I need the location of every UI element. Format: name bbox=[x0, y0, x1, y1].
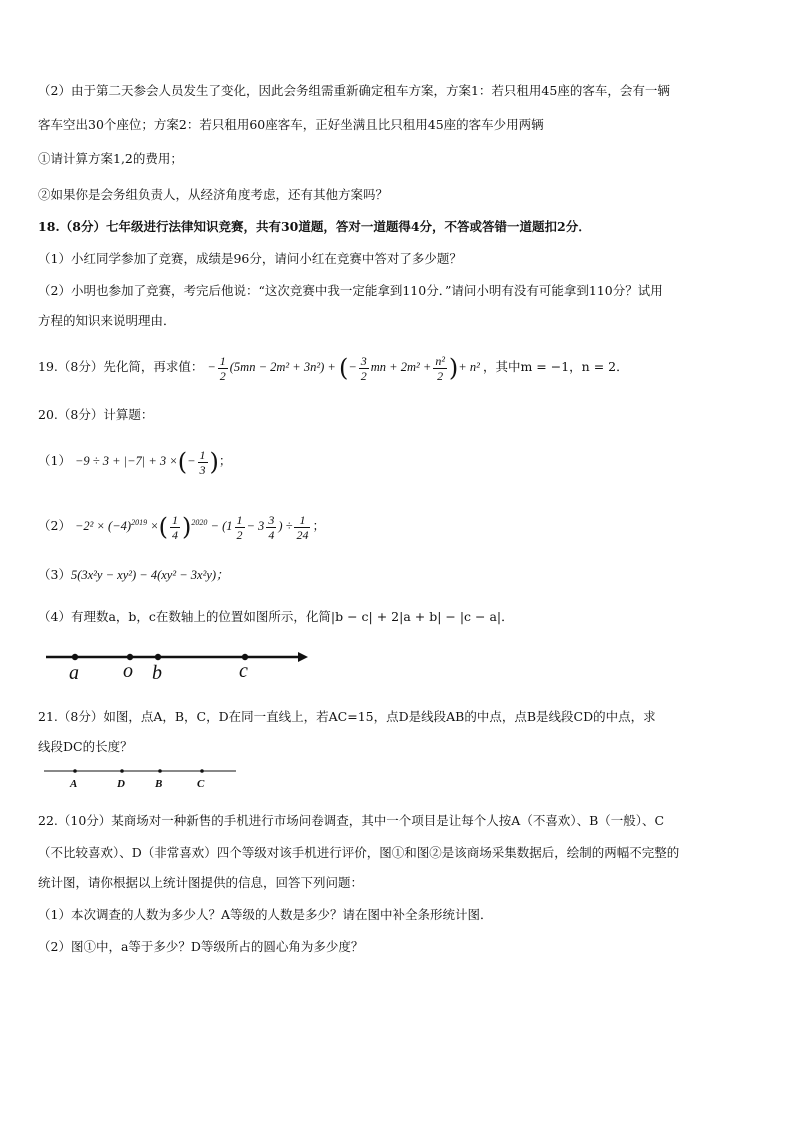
point-B bbox=[158, 769, 162, 773]
label-a: a bbox=[69, 662, 79, 684]
q19-expr: − $\frac{1}{2}$ (5mn − 2m² + 3n²) + (− $\frac{3}{2}$ mn + 2m² + $\frac{\text{n²}}{2}$ )+ n² bbox=[207, 353, 480, 383]
q21-stem-line2: 线段DC的长度？ bbox=[38, 739, 133, 754]
q17-sub2: ②如果你是会务组负责人，从经济角度考虑，还有其他方案吗？ bbox=[38, 187, 389, 202]
q22-stem-line3: 统计图，请你根据以上统计图提供的信息，回答下列问题： bbox=[38, 875, 364, 890]
q20-part3: （3）5(3x²y − xy²) − 4(xy² − 3x²y)； bbox=[38, 567, 229, 582]
seg-label-D: D bbox=[117, 778, 125, 790]
number-line-figure bbox=[40, 645, 330, 690]
q22-stem-line2: （不比较喜欢）、D（非常喜欢）四个等级对该手机进行评价，图①和图②是该商场采集数据后，绘制的两幅不完整的 bbox=[38, 845, 680, 860]
q21-stem-line1: 21.（8分）如图，点A，B，C，D在同一直线上，若AC=15，点D是线段AB的中点，点B是线段CD的中点，求 bbox=[38, 709, 656, 724]
label-c: c bbox=[239, 660, 248, 682]
q19-prefix: 19.（8分）先化简，再求值： bbox=[38, 359, 204, 374]
q20-stem: 20.（8分）计算题： bbox=[38, 407, 154, 422]
number-line-arrow-icon bbox=[298, 652, 308, 662]
q20-part4: （4）有理数a，b，c在数轴上的位置如图所示，化简|b − c| + 2|a + b| − |c − a|． bbox=[38, 609, 514, 624]
q20-part2: $(2) -2^2 \times (-4)^{2019}$ ×( $\frac{1}{4}$ )$^{2020}$ − (1 $\frac{1}{2}$ − 3 $\frac{3}{4}$ ) ÷ $\frac{1}{24}$ ； bbox=[38, 512, 325, 542]
seg-label-A: A bbox=[70, 778, 78, 790]
q20-part1: （1） −9 ÷ 3 + |−7| + 3 ×(− $\frac{1}{3}$ )； bbox=[38, 447, 232, 477]
q17-sub1: ①请计算方案1,2的费用； bbox=[38, 151, 183, 166]
point-D bbox=[120, 769, 124, 773]
q18-part2-line2: 方程的知识来说明理由． bbox=[38, 313, 176, 328]
point-A bbox=[73, 769, 77, 773]
q18-stem: 18.（8分）七年级进行法律知识竞赛，共有30道题，答对一道题得4分，不答或答错一道题扣2分． bbox=[38, 219, 591, 234]
q17-part2-line1: （2）由于第二天参会人员发生了变化，因此会务组需重新确定租车方案，方案1：若只租用45座的客车，会有一辆 bbox=[38, 83, 670, 98]
point-a bbox=[72, 654, 78, 660]
q22-part2: （2）图①中，a等于多少？D等级所占的圆心角为多少度？ bbox=[38, 939, 364, 954]
seg-label-C: C bbox=[197, 778, 205, 790]
seg-label-B: B bbox=[155, 778, 163, 790]
point-b bbox=[155, 654, 161, 660]
point-C bbox=[200, 769, 204, 773]
segment-figure bbox=[40, 764, 240, 778]
q19-line bbox=[38, 352, 629, 383]
label-b: b bbox=[152, 662, 162, 684]
q17-part2-line2: 客车空出30个座位；方案2：若只租用60座客车，正好坐满且比只租用45座的客车少用两辆 bbox=[38, 117, 544, 132]
q22-stem-line1: 22.（10分）某商场对一种新售的手机进行市场问卷调查，其中一个项目是让每个人按A（不喜欢）、B（一般）、C bbox=[38, 813, 665, 828]
label-o: o bbox=[123, 660, 133, 682]
q18-part2-line1: （2）小明也参加了竞赛，考完后他说：“这次竞赛中我一定能拿到110分．”请问小明有没有可能拿到110分？试用 bbox=[38, 283, 663, 298]
q22-part1: （1）本次调查的人数为多少人？A等级的人数是多少？请在图中补全条形统计图． bbox=[38, 907, 493, 922]
q19-suffix: ，其中m = −1，n = 2． bbox=[482, 359, 629, 374]
q18-part1: （1）小红同学参加了竞赛，成绩是96分，请问小红在竞赛中答对了多少题？ bbox=[38, 251, 462, 266]
